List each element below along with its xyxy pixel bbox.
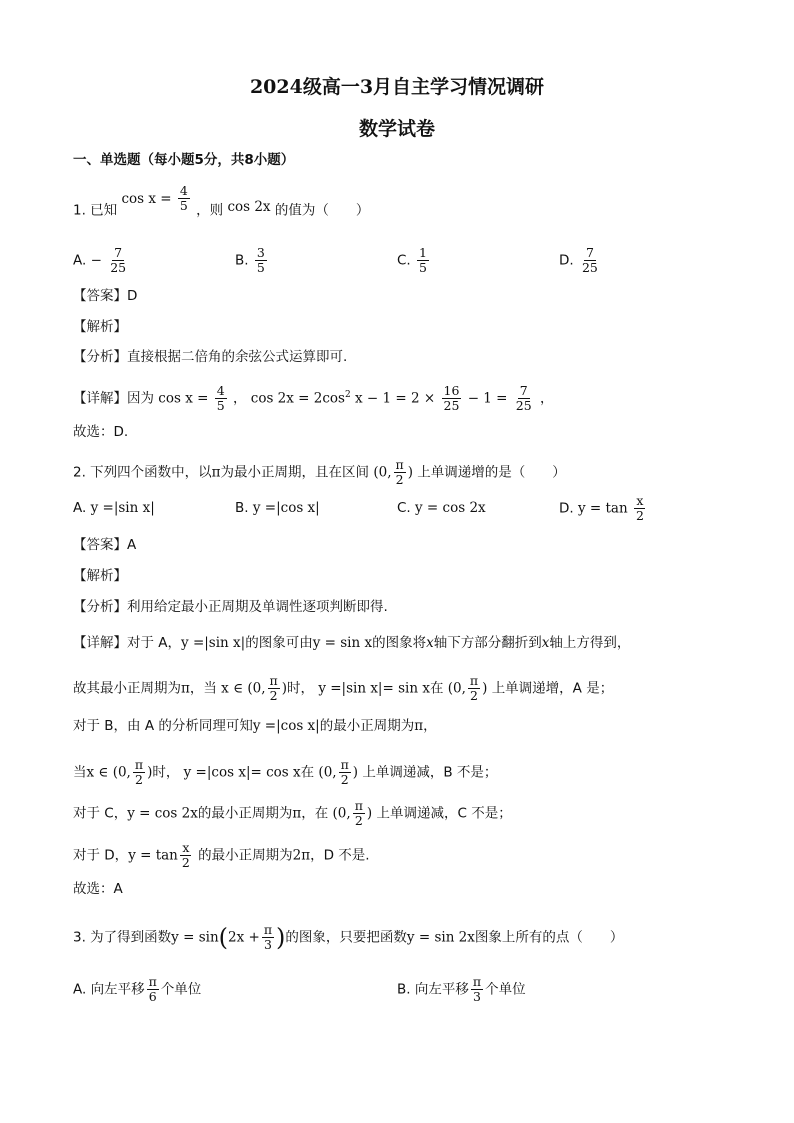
q1-fenxi: 【分析】直接根据二倍角的余弦公式运算即可. [73,349,348,365]
q1-select: 故选：D. [73,424,129,440]
q2-detail-line-6: 对于 D，y = tan $\frac{x}{2}$ 的最小正周期为2π，D 不是. [73,840,370,870]
q2-answer: 【答案】A [73,537,137,553]
q2-detail-line-4: 当x ∈ (0, $\frac{\pi}{2}$ )时， y =|cos x|= cos x在 (0, $\frac{\pi}{2}$ ) 上单调递减，B 不是； [73,757,498,787]
q2-option-d: D. y = tan $\frac{x}{2}$ [559,493,644,523]
q1-option-a: A. − $\frac{7}{25}$ [73,245,127,275]
q2-detail-line-2: 故其最小正周期为π，当 x ∈ (0, $\frac{\pi}{2}$ )时， y =|sin x|= sin x在 (0, $\frac{\pi}{2}$ ) 上单调递增，A 是； [73,673,614,703]
q2-select: 故选：A [73,881,123,897]
q1-answer: 【答案】D [73,288,138,304]
section-heading: 一、单选题（每小题5分，共8小题） [73,152,295,168]
fraction: $\frac{4}{5}$ [179,183,188,213]
q3-option-a: A. 向左平移 $\frac{\pi}{6}$ 个单位 [73,974,202,1004]
q1-detail: 【详解】因为 cos x = $\frac{4}{5}$ ， $\cos 2x = 2\cos^2$ x − 1 = 2 × $\frac{16}{25}$ − 1 = $\frac{7}{25}$ ， [73,383,554,413]
q2-detail-line-5: 对于 C，y = cos 2x的最小正周期为π，在 (0, $\frac{\pi}{2}$ ) 上单调递减，C 不是； [73,798,512,828]
q1-option-d: D. $\frac{7}{25}$ [559,245,598,275]
q2-detail-line-1: 【详解】对于 A，y =|sin x|的图象可由y = sin x的图象将x轴下方部分翻折到x轴上方得到， [73,635,631,651]
q3-option-b: B. 向左平移 $\frac{\pi}{3}$ 个单位 [397,974,526,1004]
question-2-stem: 2. 下列四个函数中，以π为最小正周期，且在区间 (0, $\frac{\pi}{2}$ ) 上单调递增的是（ ） [73,457,566,487]
q1-option-b: B. $\frac{3}{5}$ [235,245,265,275]
question-3-stem: 3. 为了得到函数y = sin(2x + $\frac{\pi}{3}$ )的图象，只要把函数y = sin 2x图象上所有的点（ ） [73,922,624,952]
q2-option-b: B. y =|cos x| [235,500,320,516]
q2-fenxi: 【分析】利用给定最小正周期及单调性逐项判断即得. [73,599,388,615]
q1-option-c: C. $\frac{1}{5}$ [397,245,427,275]
q2-detail-line-3: 对于 B，由 A 的分析同理可知y =|cos x|的最小正周期为π， [73,718,437,734]
page-title: 2024级高一3月自主学习情况调研 [249,76,545,98]
q2-option-a: A. y =|sin x| [73,500,155,516]
q2-jiexi: 【解析】 [73,568,127,584]
q1-jiexi: 【解析】 [73,319,127,335]
page-subtitle: 数学试卷 [358,118,435,140]
q2-option-c: C. y = cos 2x [397,500,486,516]
question-1-stem: 1. 已知 cos x = $\frac{4}{5}$ ，则 cos 2x 的值为（ ） [73,183,370,219]
